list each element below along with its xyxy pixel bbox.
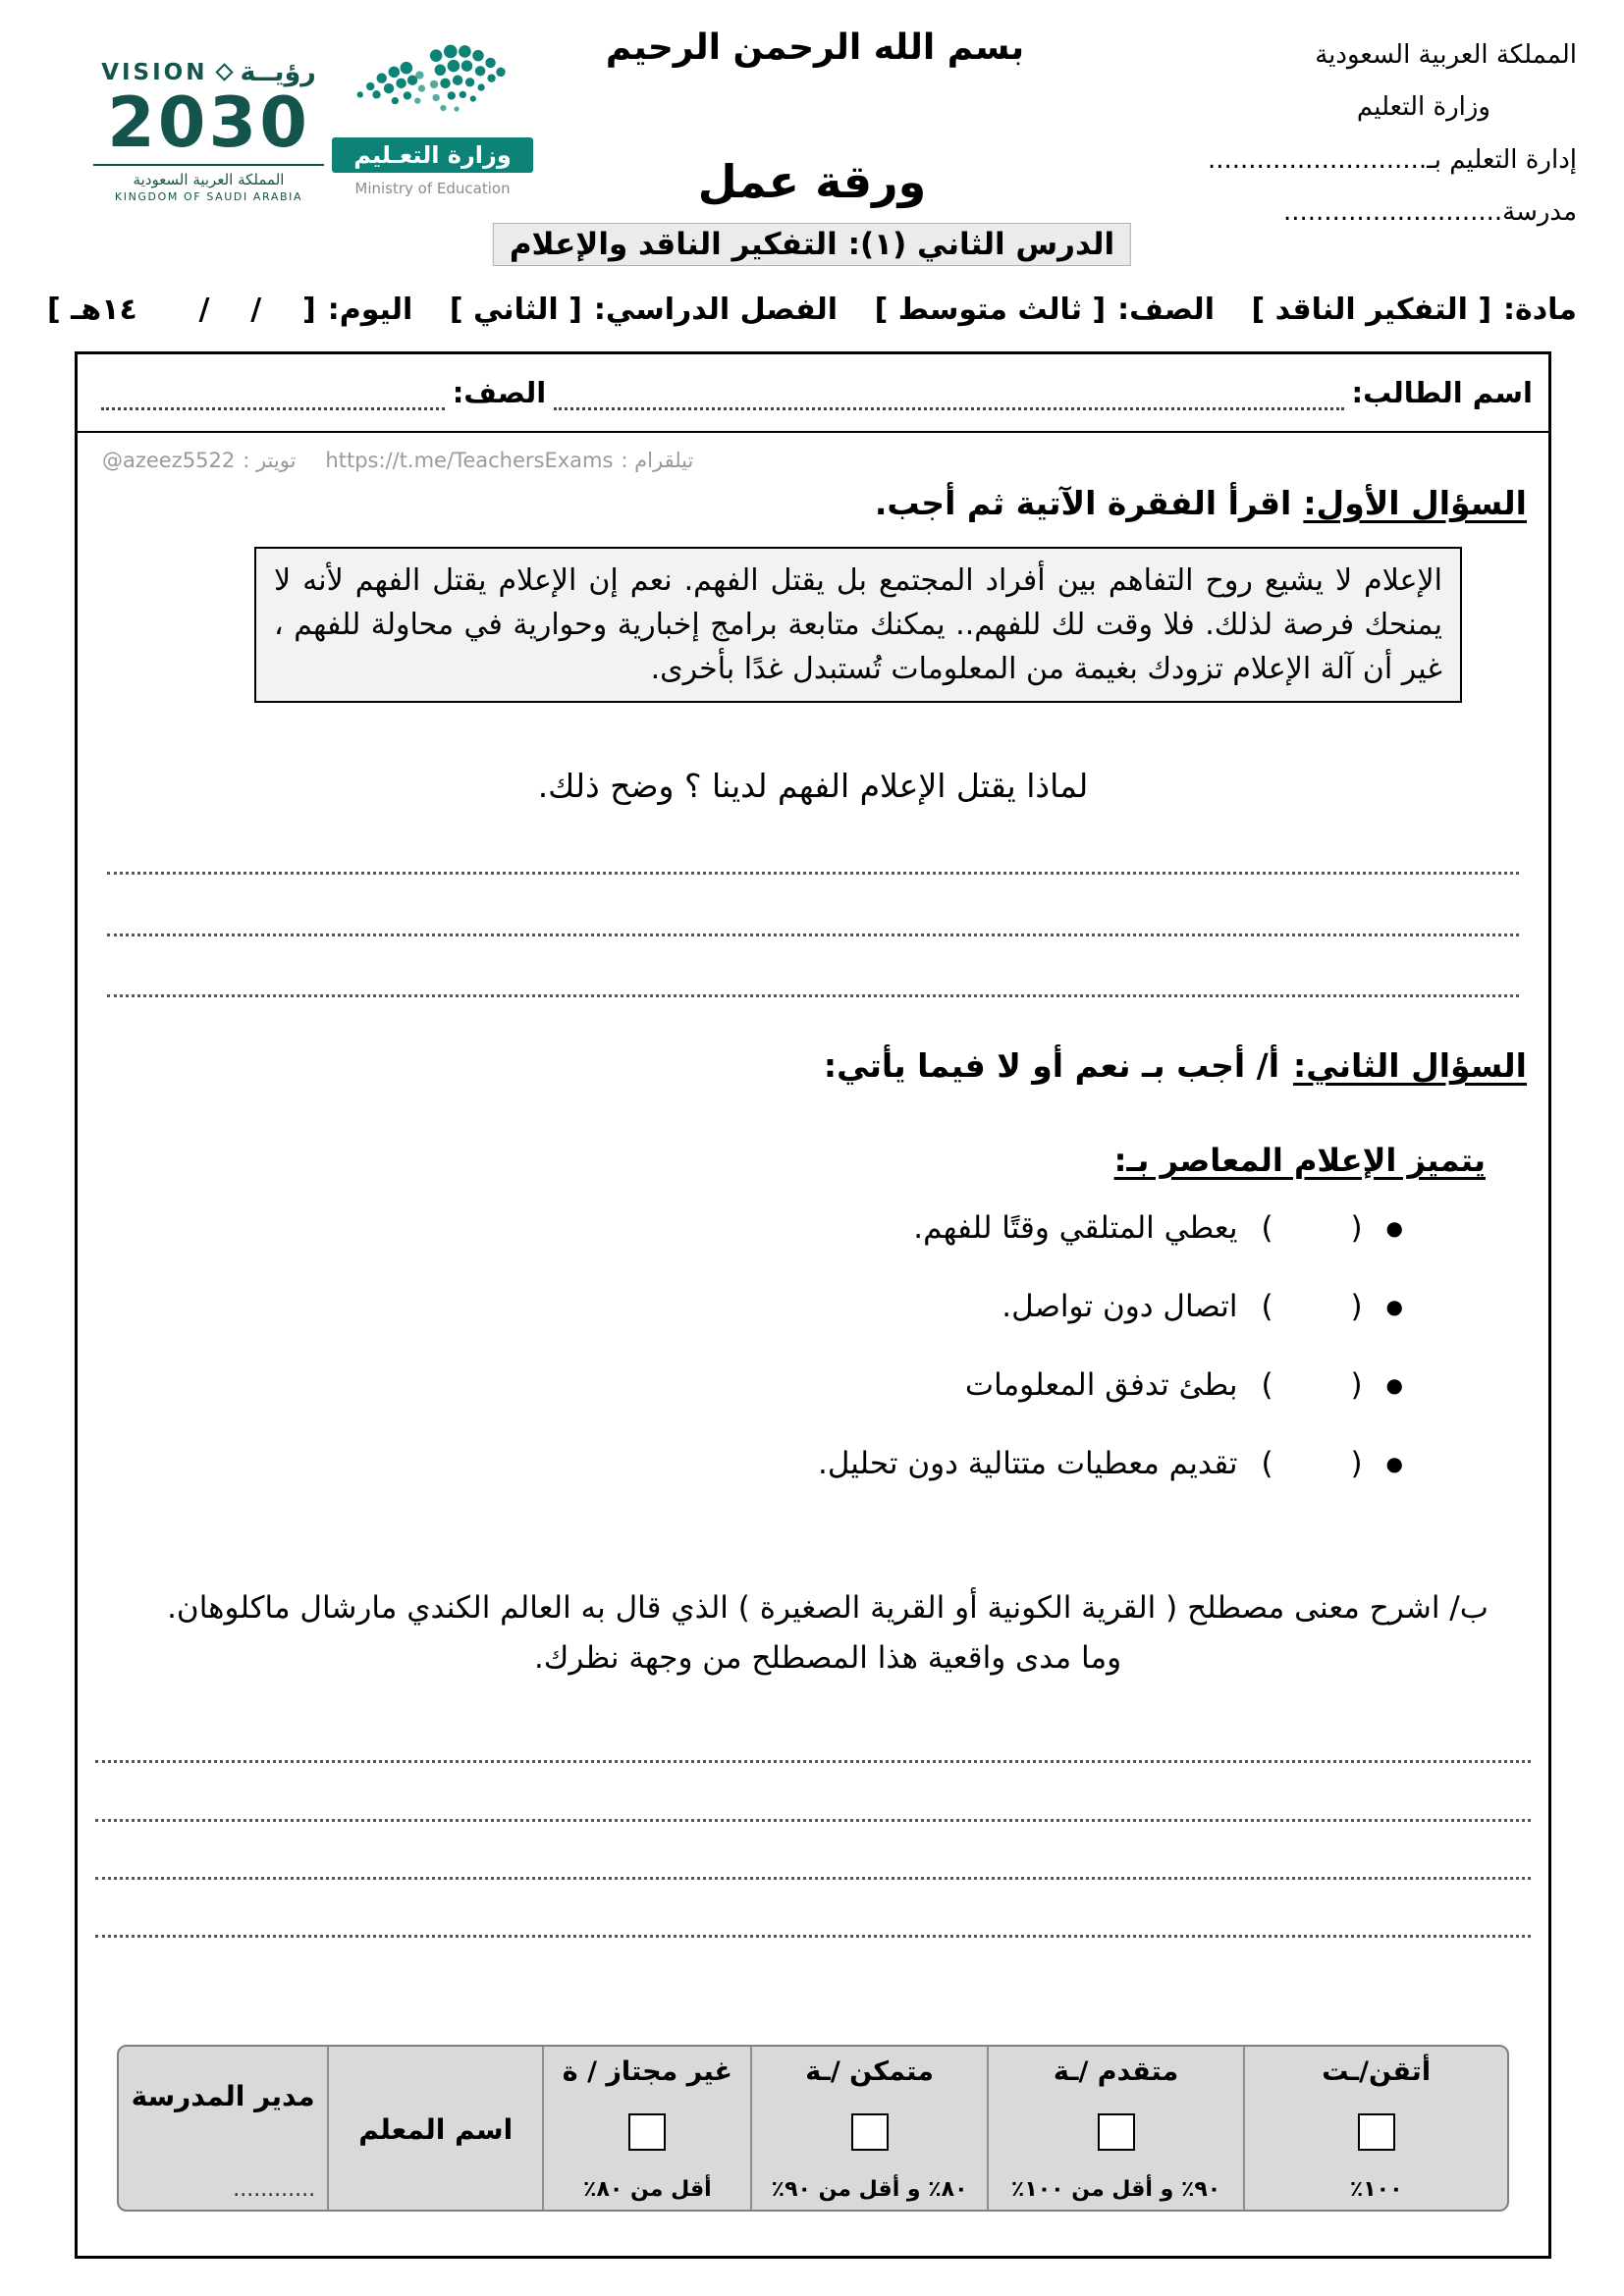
assess-col-competent	[750, 2047, 986, 2210]
answer-line-4[interactable]	[95, 1760, 1531, 1763]
principal-cell	[119, 2047, 327, 2210]
question1-heading	[875, 484, 1527, 522]
vision-country-ar: المملكة العربية السعودية	[93, 164, 324, 188]
answer-line-3[interactable]	[107, 994, 1519, 997]
student-class-label: الصف:	[452, 376, 547, 409]
checkbox-advanced[interactable]	[1098, 2113, 1135, 2151]
bullet-icon: ●	[1385, 1373, 1403, 1397]
yes-no-item-1	[913, 1210, 1403, 1246]
subject-label: مادة:	[1503, 293, 1577, 327]
day-label: اليوم:	[327, 293, 413, 327]
principal-signature-blank[interactable]: ............	[233, 2177, 316, 2202]
grade-label: الصف:	[1117, 293, 1215, 327]
assess-range-not-passed: أقل من ٨٠٪	[583, 2177, 712, 2202]
checkbox-mastered[interactable]	[1358, 2113, 1395, 2151]
vision-word-ar: رؤيــة	[240, 57, 316, 87]
assess-title-mastered: أتقن/ـت	[1322, 2056, 1432, 2087]
question1-label: السؤال الأول:	[1303, 484, 1527, 522]
principal-label: مدير المدرسة	[131, 2080, 315, 2112]
assess-title-competent: متمكن /ـة	[805, 2056, 934, 2087]
question2-label: السؤال الثاني:	[1293, 1046, 1527, 1085]
doc-title: ورقة عمل	[697, 155, 927, 208]
question2-instruction: أ/ أجب بـ نعم أو لا فيما يأتي:	[823, 1046, 1280, 1085]
info-day	[47, 293, 412, 327]
question1-instruction: اقرأ الفقرة الآتية ثم أجب.	[874, 484, 1292, 522]
assess-title-advanced: متقدم /ـة	[1053, 2056, 1179, 2087]
vision-country-en: KINGDOM OF SAUDI ARABIA	[114, 189, 303, 203]
answer-paren-4[interactable]: ( )	[1261, 1446, 1363, 1481]
subject-value: [ التفكير الناقد ]	[1251, 293, 1492, 327]
header-school-blank: مدرسة...........................	[1283, 196, 1577, 227]
moe-name-en: Ministry of Education	[354, 180, 511, 197]
assess-col-mastered	[1243, 2047, 1507, 2210]
assess-title-not-passed: غير مجتاز / ة	[562, 2056, 732, 2087]
question2-subheading: يتميز الإعلام المعاصر بـ:	[1113, 1142, 1486, 1179]
answer-paren-3[interactable]: ( )	[1261, 1367, 1363, 1403]
moe-name-ar: وزارة التعـليم	[332, 137, 533, 173]
answer-line-6[interactable]	[95, 1877, 1531, 1880]
answer-line-1[interactable]	[107, 872, 1519, 875]
info-subject	[1252, 293, 1577, 327]
info-line	[47, 293, 1577, 327]
bullet-icon: ●	[1385, 1295, 1403, 1318]
teacher-name-label: اسم المعلم	[358, 2112, 514, 2146]
yes-no-item-2	[1001, 1289, 1403, 1324]
watermark	[102, 449, 693, 472]
bullet-icon: ●	[1385, 1216, 1403, 1240]
vision-diamond-icon	[215, 63, 233, 80]
twitter-watermark	[102, 449, 296, 472]
answer-line-5[interactable]	[95, 1819, 1531, 1822]
answer-paren-2[interactable]: ( )	[1261, 1289, 1363, 1324]
telegram-label: تيلقرام :	[621, 449, 694, 472]
question1-prompt: لماذا يقتل الإعلام الفهم لدينا ؟ وضح ذلك.	[537, 767, 1089, 805]
checkbox-not-passed[interactable]	[628, 2113, 666, 2151]
yes-no-item-4	[818, 1446, 1403, 1481]
assessment-table	[117, 2045, 1509, 2212]
twitter-handle[interactable]: @azeez5522	[102, 449, 236, 472]
student-info-row	[78, 354, 1548, 433]
reading-passage: الإعلام لا يشيع روح التفاهم بين أفراد المجتمع بل يقتل الفهم. نعم إن الإعلام يقتل الفهم لأنه لا يمنحك فرصة لذلك. فلا وقت لك للفهم.. يمكنك متابعة برامج إخبارية وحوارية في محاولة للفهم ، غير أن آلة الإعلام تزودك بغيمة من المعلومات تُستبدل غدًا بأخرى.	[254, 547, 1462, 703]
term-label: الفصل الدراسي:	[593, 293, 839, 327]
answer-paren-1[interactable]: ( )	[1261, 1210, 1363, 1246]
item-text-2: اتصال دون تواصل.	[1001, 1289, 1238, 1324]
grade-value: [ ثالث متوسط ]	[874, 293, 1107, 327]
student-name-label: اسم الطالب:	[1351, 376, 1533, 409]
telegram-link[interactable]: https://t.me/TeachersExams	[325, 449, 614, 472]
bismillah-calligraphy: بسم الله الرحمن الرحيم	[605, 27, 1025, 68]
answer-line-7[interactable]	[95, 1935, 1531, 1938]
header-kingdom: المملكة العربية السعودية	[1315, 40, 1577, 70]
item-text-1: يعطي المتلقي وقتًا للفهم.	[913, 1210, 1238, 1246]
question2-heading	[824, 1046, 1527, 1085]
lesson-title: الدرس الثاني (١): التفكير الناقد والإعلام	[493, 223, 1131, 266]
twitter-label: تويتر :	[243, 449, 297, 472]
teacher-name-cell	[327, 2047, 542, 2210]
assess-range-competent: ٨٠٪ و أقل من ٩٠٪	[771, 2177, 968, 2202]
info-grade	[875, 293, 1215, 327]
term-value: [ الثاني ]	[449, 293, 582, 327]
header-edu-admin-blank: إدارة التعليم بـ...........................	[1207, 144, 1577, 175]
assess-range-mastered: ١٠٠٪	[1349, 2177, 1403, 2202]
main-frame	[75, 351, 1551, 2259]
header-ministry: وزارة التعليم	[1356, 92, 1490, 123]
assess-col-advanced	[987, 2047, 1244, 2210]
vision-year: 2030	[107, 82, 310, 163]
student-class-blank[interactable]	[101, 375, 445, 410]
item-text-3: بطئ تدفق المعلومات	[964, 1367, 1238, 1403]
question2-part-b: ب/ اشرح معنى مصطلح ( القرية الكونية أو القرية الصغيرة ) الذي قال به العالم الكندي مارشال ماكلوهان. وما مدى واقعية هذا المصطلح من وجهة نظرك.	[167, 1590, 1489, 1677]
vision-word-en: VISION	[101, 59, 208, 85]
day-value: [ / / ١٤هـ ]	[47, 293, 316, 327]
answer-line-2[interactable]	[107, 934, 1519, 936]
telegram-watermark	[325, 449, 693, 472]
assess-col-not-passed	[542, 2047, 750, 2210]
student-name-blank[interactable]	[554, 375, 1343, 410]
checkbox-competent[interactable]	[851, 2113, 889, 2151]
info-term	[450, 293, 838, 327]
yes-no-item-3	[965, 1367, 1403, 1403]
assess-range-advanced: ٩٠٪ و أقل من ١٠٠٪	[1010, 2177, 1221, 2202]
item-text-4: تقديم معطيات متتالية دون تحليل.	[817, 1446, 1238, 1481]
moe-dots-icon	[340, 41, 526, 132]
bullet-icon: ●	[1385, 1452, 1403, 1475]
